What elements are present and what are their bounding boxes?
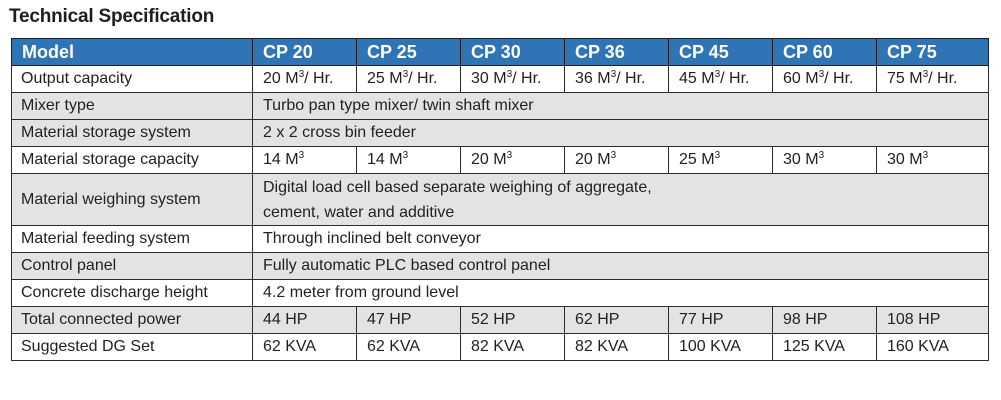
row-label: Concrete discharge height	[12, 280, 253, 307]
model-header: Model	[12, 39, 253, 66]
table-row-mixer-type	[12, 93, 989, 120]
table-cell: 4.2 meter from ground level	[253, 280, 989, 307]
superscript-3: 3	[610, 150, 617, 161]
page-title: Technical Specification	[9, 6, 215, 27]
table-cell: 20 $M^3/$ Hr.	[253, 66, 357, 93]
superscript-3: 3	[714, 69, 721, 80]
row-label: Material weighing system	[12, 174, 253, 226]
row-label: Suggested DG Set	[12, 334, 253, 361]
table-row-output-capacity	[12, 66, 989, 93]
table-row-control-panel	[12, 253, 989, 280]
superscript-3: 3	[506, 69, 513, 80]
superscript-3: 3	[298, 150, 305, 161]
table-cell: 30 $M^3$	[877, 147, 989, 174]
table-cell: 45 $M^3/$ Hr.	[669, 66, 773, 93]
table-cell: 30 $M^3/$ Hr.	[461, 66, 565, 93]
row-label: Total connected power	[12, 307, 253, 334]
model-header-cell: CP 75	[877, 39, 989, 66]
row-label: Material feeding system	[12, 226, 253, 253]
superscript-3: 3	[922, 150, 929, 161]
table-cell: Through inclined belt conveyor	[253, 226, 989, 253]
superscript-3: 3	[818, 150, 825, 161]
table-row-discharge-height	[12, 280, 989, 307]
model-header-cell: CP 45	[669, 39, 773, 66]
model-header-cell: CP 20	[253, 39, 357, 66]
table-cell: Fully automatic PLC based control panel	[253, 253, 989, 280]
table-cell: 25 $M^3/$ Hr.	[357, 66, 461, 93]
table-row-weighing-system	[12, 174, 989, 226]
table-cell: 100 KVA	[669, 334, 773, 361]
table-cell: 75 $M^3/$ Hr.	[877, 66, 989, 93]
table-cell: 52 HP	[461, 307, 565, 334]
table-cell: 2 x 2 cross bin feeder	[253, 120, 989, 147]
table-cell: 20 $M^3$	[565, 147, 669, 174]
superscript-3: 3	[610, 69, 617, 80]
superscript-3: 3	[818, 69, 825, 80]
table-row-feeding-system	[12, 226, 989, 253]
table-cell: 25 $M^3$	[669, 147, 773, 174]
table-cell: 77 HP	[669, 307, 773, 334]
model-header-cell: CP 60	[773, 39, 877, 66]
superscript-3: 3	[714, 150, 721, 161]
row-label: Mixer type	[12, 93, 253, 120]
superscript-3: 3	[922, 69, 929, 80]
header-row	[12, 39, 989, 66]
table-cell	[253, 174, 989, 226]
superscript-3: 3	[298, 69, 305, 80]
superscript-3: 3	[402, 69, 409, 80]
table-cell: 60 $M^3/$ Hr.	[773, 66, 877, 93]
superscript-3: 3	[506, 150, 513, 161]
model-header-cell: CP 30	[461, 39, 565, 66]
row-label: Output capacity	[12, 66, 253, 93]
table-cell: Turbo pan type mixer/ twin shaft mixer	[253, 93, 989, 120]
model-header-cell: CP 36	[565, 39, 669, 66]
row-label: Material storage system	[12, 120, 253, 147]
table-cell: 20 $M^3$	[461, 147, 565, 174]
table-cell: 82 KVA	[461, 334, 565, 361]
table-row-storage-capacity	[12, 147, 989, 174]
row-label: Control panel	[12, 253, 253, 280]
specification-table	[11, 38, 989, 361]
table-cell: 62 KVA	[253, 334, 357, 361]
table-cell: 62 KVA	[357, 334, 461, 361]
table-cell: 14 $M^3$	[253, 147, 357, 174]
cell-line: cement, water and additive	[263, 203, 455, 221]
table-cell: 125 KVA	[773, 334, 877, 361]
table-cell: 36 $M^3/$ Hr.	[565, 66, 669, 93]
table-cell: 30 $M^3$	[773, 147, 877, 174]
table-cell: 82 KVA	[565, 334, 669, 361]
model-header-cell: CP 25	[357, 39, 461, 66]
row-label: Material storage capacity	[12, 147, 253, 174]
table-row-dg-set	[12, 334, 989, 361]
superscript-3: 3	[402, 150, 409, 161]
table-cell: 44 HP	[253, 307, 357, 334]
table-row-connected-power	[12, 307, 989, 334]
table-row-storage-system	[12, 120, 989, 147]
table-cell: 98 HP	[773, 307, 877, 334]
table-cell: 160 KVA	[877, 334, 989, 361]
table-cell: 62 HP	[565, 307, 669, 334]
table-cell: 47 HP	[357, 307, 461, 334]
cell-line: Digital load cell based separate weighing of aggregate,	[263, 178, 652, 196]
table-cell: 14 $M^3$	[357, 147, 461, 174]
table-cell: 108 HP	[877, 307, 989, 334]
